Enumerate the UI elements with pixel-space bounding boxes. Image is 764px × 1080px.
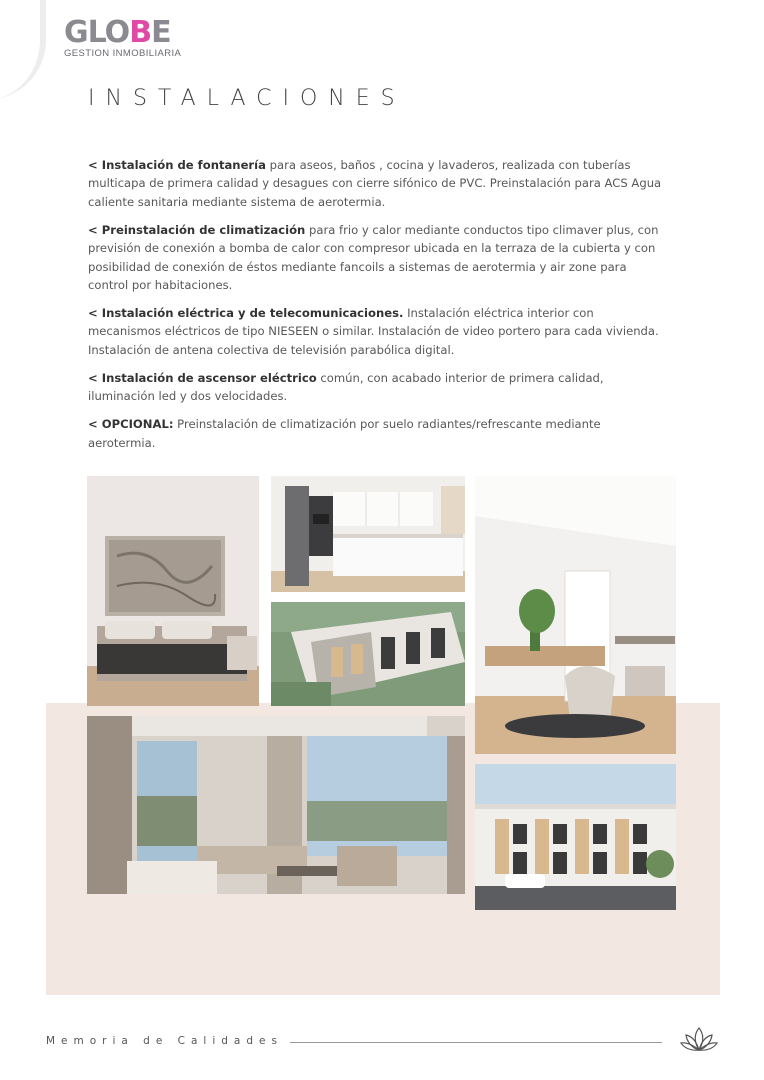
living-room-photo [475,476,676,754]
bedroom-photo [87,476,259,706]
corner-decoration [0,0,46,100]
street-facade-render [475,764,676,910]
paragraph-elevator: < Instalación de ascensor eléctrico común, con acabado interior de primera calidad, iluminación led y dos velocidades. [88,370,604,404]
logo-subtitle: GESTION INMOBILIARIA [64,48,182,59]
lotus-icon [678,1024,720,1054]
installations-description [88,156,668,462]
paragraph-electrical: < Instalación eléctrica y de telecomunicaciones. Instalación eléctrica interior con mecanismos eléctricos de tipo NIESEEN o similar. Instalación de video portero para cada vivienda. Instalación de antena colectiva de televisión parabólica digital. [88,306,659,357]
footer-divider [290,1042,662,1043]
logo-wordmark: GLOBE [64,15,171,50]
paragraph-optional: < OPCIONAL: Preinstalación de climatización por suelo radiantes/refrescante mediante aerotermia. [88,417,601,450]
paragraph-plumbing: < Instalación de fontanería para aseos, baños , cocina y lavaderos, realizada con tuberías multicapa de primera calidad y desagues con cierre sifónico de PVC. Preinstalación para ACS Agua caliente sanitaria mediante sistema de aerotermia. [88,158,662,209]
company-logo [64,16,181,59]
page-title: INSTALACIONES [88,86,406,111]
living-room-panorama-photo [87,716,465,894]
aerial-building-render [271,602,465,706]
kitchen-photo [271,476,465,592]
footer-label: Memoria de Calidades [46,1035,283,1047]
paragraph-climate: < Preinstalación de climatización para frio y calor mediante conductos tipo climaver plus, con previsión de conexión a bomba de calor con compresor ubicada en la terraza de la cubierta y con posibilidad de conexión de éstos mediante fancoils a sistemas de aerotermia y air zone para control por habitaciones. [88,222,659,293]
